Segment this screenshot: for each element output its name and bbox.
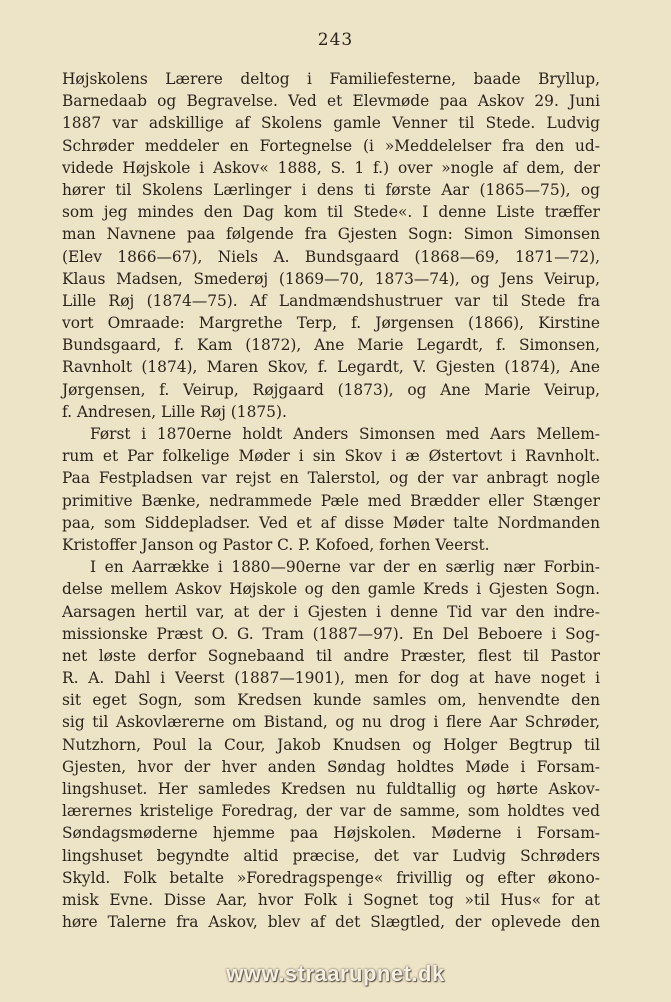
page-number: 243 bbox=[317, 30, 354, 50]
text-line: lingshuset. Her samledes Kredsen nu fuldtallig og hørte Askov- bbox=[62, 780, 600, 798]
text-line: Kristoffer Janson og Pastor C. P. Kofoed, forhen Veerst. bbox=[62, 535, 490, 554]
text-line: man Navnene paa følgende fra Gjesten Sogn: Simon Simonsen bbox=[62, 225, 600, 244]
text-line: Ravnholt (1874), Maren Skov, f. Legardt, V. Gjesten (1874), Ane bbox=[62, 358, 600, 377]
body-text bbox=[62, 68, 600, 933]
text-line: net løste derfor Sognebaand til andre Præster, flest til Pastor bbox=[62, 646, 600, 665]
text-line: hører til Skolens Lærlinger i dens ti første Aar (1865—75), og bbox=[62, 180, 600, 199]
text-line: R. A. Dahl i Veerst (1887—1901), men for dog at have noget i bbox=[62, 669, 600, 688]
text-line: Søndagsmøderne hjemme paa Højskolen. Møderne i Forsam- bbox=[62, 824, 600, 843]
text-line: Klaus Madsen, Smederøj (1869—70, 1873—74), og Jens Veirup, bbox=[62, 269, 600, 288]
text-line: rum et Par folkelige Møder i sin Skov i æ Østertovt i Ravnholt. bbox=[62, 447, 600, 466]
text-line: Paa Festpladsen var rejst en Talerstol, og der var anbragt nogle bbox=[62, 469, 600, 488]
text-line: Schrøder meddeler en Fortegnelse (i »Meddelelser fra den ud- bbox=[62, 136, 600, 155]
text-line: som jeg mindes den Dag kom til Stede«. I denne Liste træffer bbox=[62, 203, 600, 222]
text-line: Jørgensen, f. Veirup, Røjgaard (1873), og Ane Marie Veirup, bbox=[62, 380, 600, 399]
text-line: (Elev 1866—67), Niels A. Bundsgaard (1868—69, 1871—72), bbox=[62, 247, 600, 266]
text-line: missionske Præst O. G. Tram (1887—97). En Del Beboere i Sog- bbox=[62, 624, 600, 643]
text-line: Skyld. Folk betalte »Foredragspenge« frivillig og efter økono- bbox=[62, 868, 600, 887]
text-line: sit eget Sogn, som Kredsen kunde samles om, henvendte den bbox=[62, 691, 600, 710]
text-line: delse mellem Askov Højskole og den gamle Kreds i Gjesten Sogn. bbox=[62, 580, 600, 599]
text-line: Aarsagen hertil var, at der i Gjesten i denne Tid var den indre- bbox=[62, 602, 600, 621]
text-line: lingshuset begyndte altid præcise, det var Ludvig Schrøders bbox=[62, 846, 600, 865]
text-line: 1887 var adskillige af Skolens gamle Venner til Stede. Ludvig bbox=[62, 114, 600, 133]
text-line: primitive Bænke, nedrammede Pæle med Brædder eller Stænger bbox=[62, 491, 600, 510]
watermark: www.straarupnet.dk bbox=[226, 961, 445, 986]
text-line: vort Omraade: Margrethe Terp, f. Jørgensen (1866), Kirstine bbox=[62, 314, 600, 333]
text-line: f. Andresen, Lille Røj (1875). bbox=[62, 402, 287, 421]
text-line: Lille Røj (1874—75). Af Landmændshustruer var til Stede fra bbox=[62, 291, 600, 310]
text-line: paa, som Siddepladser. Ved et af disse Møder talte Nordmanden bbox=[62, 513, 600, 532]
text-line: høre Talerne fra Askov, blev af det Slægtled, der oplevede den bbox=[62, 913, 600, 932]
text-line: I en Aarrække i 1880—90erne var der en særlig nær Forbin- bbox=[90, 558, 600, 577]
text-line: Højskolens Lærere deltog i Familiefesterne, baade Bryllup, bbox=[62, 70, 600, 88]
text-line: Først i 1870erne holdt Anders Simonsen med Aars Mellem- bbox=[90, 425, 600, 443]
text-line: Barnedaab og Begravelse. Ved et Elevmøde paa Askov 29. Juni bbox=[62, 92, 600, 111]
text-line: Bundsgaard, f. Kam (1872), Ane Marie Legardt, f. Simonsen, bbox=[62, 336, 600, 355]
text-line: videde Højskole i Askov« 1888, S. 1 f.) over »nogle af dem, der bbox=[62, 158, 600, 177]
text-line: lærernes kristelige Foredrag, der var de samme, som holdtes ved bbox=[62, 802, 600, 821]
text-line: Nutzhorn, Poul la Cour, Jakob Knudsen og Holger Begtrup til bbox=[62, 735, 600, 754]
text-line: Gjesten, hvor der hver anden Søndag holdtes Møde i Forsam- bbox=[62, 757, 600, 776]
text-line: misk Evne. Disse Aar, hvor Folk i Sognet tog »til Hus« for at bbox=[62, 890, 600, 909]
text-line: sig til Askovlærerne om Bistand, og nu drog i flere Aar Schrøder, bbox=[62, 713, 600, 732]
